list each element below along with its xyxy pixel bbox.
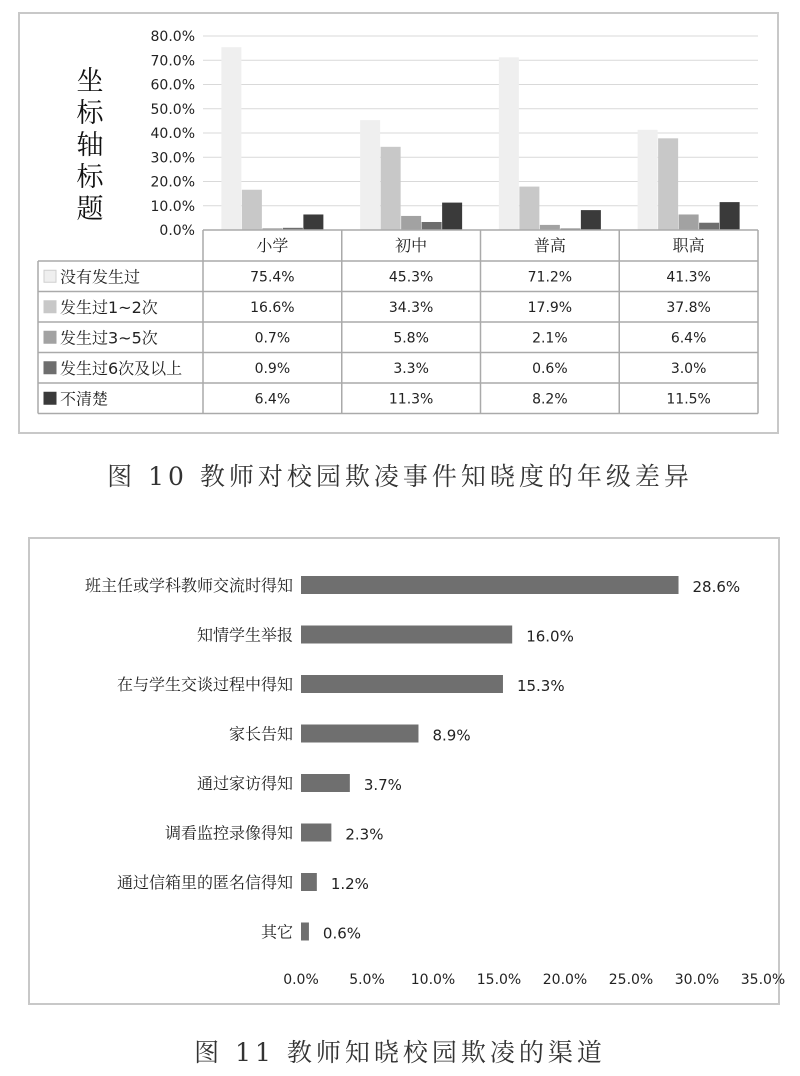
bar [301,626,512,644]
category-label: 普高 [533,236,566,255]
x-tick-label: 25.0% [608,972,654,988]
y-tick-label: 70.0% [150,53,195,70]
category-label: 通过家访得知 [196,774,293,793]
y-axis-title-char: 标 [76,162,104,193]
table-value: 41.3% [666,269,711,286]
data-label: 3.7% [363,776,402,794]
table-value: 16.6% [250,299,295,316]
data-label: 16.0% [526,627,574,646]
category-label: 职高 [672,236,705,255]
y-tick-label: 80.0% [150,29,195,45]
table-value: 6.4% [670,330,707,347]
bar [301,774,350,792]
legend-series-name: 不清楚 [60,389,109,409]
table-value: 34.3% [388,299,434,316]
y-axis-title-char: 轴 [76,130,104,161]
data-label: 28.6% [692,578,741,596]
y-tick-label: 60.0% [150,77,195,94]
y-tick-label: 20.0% [150,174,195,191]
category-label: 在与学生交谈过程中得知 [116,675,293,694]
bar [301,725,418,743]
bar [301,576,679,594]
x-tick-label: 5.0% [349,972,385,988]
table-value: 45.3% [388,269,434,286]
table-value: 0.6% [532,360,568,377]
table-value: 71.2% [527,269,573,286]
table-value: 8.2% [532,391,568,408]
y-axis-title-char: 题 [76,194,104,225]
x-tick-label: 10.0% [410,972,456,988]
legend-series-name: 没有发生过 [60,267,141,287]
legend-series-name: 发生过3~5次 [60,328,158,348]
table-value: 6.4% [254,391,291,408]
table-value: 17.9% [527,299,573,316]
table-value: 0.7% [254,330,291,347]
category-label: 知情学生举报 [196,625,293,645]
bar [301,675,503,693]
table-value: 11.3% [388,391,434,408]
data-label: 1.2% [330,875,369,893]
table-value: 3.3% [393,360,429,377]
x-tick-label: 20.0% [542,972,588,988]
y-tick-label: 30.0% [150,150,195,167]
category-label: 家长告知 [228,724,293,744]
figure-10-caption: 图 10 教师对校园欺凌事件知晓度的年级差异 [107,462,693,491]
category-label: 通过信箱里的匿名信得知 [116,873,293,892]
data-label: 2.3% [345,825,384,844]
y-axis-title-char: 标 [76,98,104,129]
table-value: 11.5% [666,391,711,408]
y-axis-title-char: 坐 [76,66,104,97]
table-value: 75.4% [250,269,295,286]
data-label: 15.3% [516,677,565,695]
legend-series-name: 发生过1~2次 [60,297,158,317]
table-value: 2.1% [532,330,568,347]
table-value: 37.8% [666,299,711,316]
table-value: 5.8% [393,330,429,347]
table-value: 0.9% [254,360,291,377]
category-label: 小学 [256,236,289,255]
category-label: 班主任或学科教师交流时得知 [84,576,293,595]
table-value: 3.0% [670,360,707,377]
y-tick-label: 10.0% [150,198,195,215]
x-tick-label: 35.0% [740,972,786,988]
category-label: 其它 [260,922,293,942]
category-label: 初中 [395,236,428,255]
bar [301,873,317,891]
category-label: 调看监控录像得知 [164,823,293,843]
data-label: 0.6% [322,924,362,943]
y-tick-label: 50.0% [150,101,195,118]
x-tick-label: 30.0% [674,972,720,988]
x-tick-label: 15.0% [476,972,522,988]
bar [301,824,331,842]
legend-series-name: 发生过6次及以上 [60,358,183,378]
data-label: 8.9% [432,726,471,745]
y-tick-label: 0.0% [159,223,195,239]
x-tick-label: 0.0% [283,972,319,988]
bar [301,923,309,941]
figure-11-caption: 图 11 教师知晓校园欺凌的渠道 [194,1038,606,1067]
y-tick-label: 40.0% [150,126,195,142]
